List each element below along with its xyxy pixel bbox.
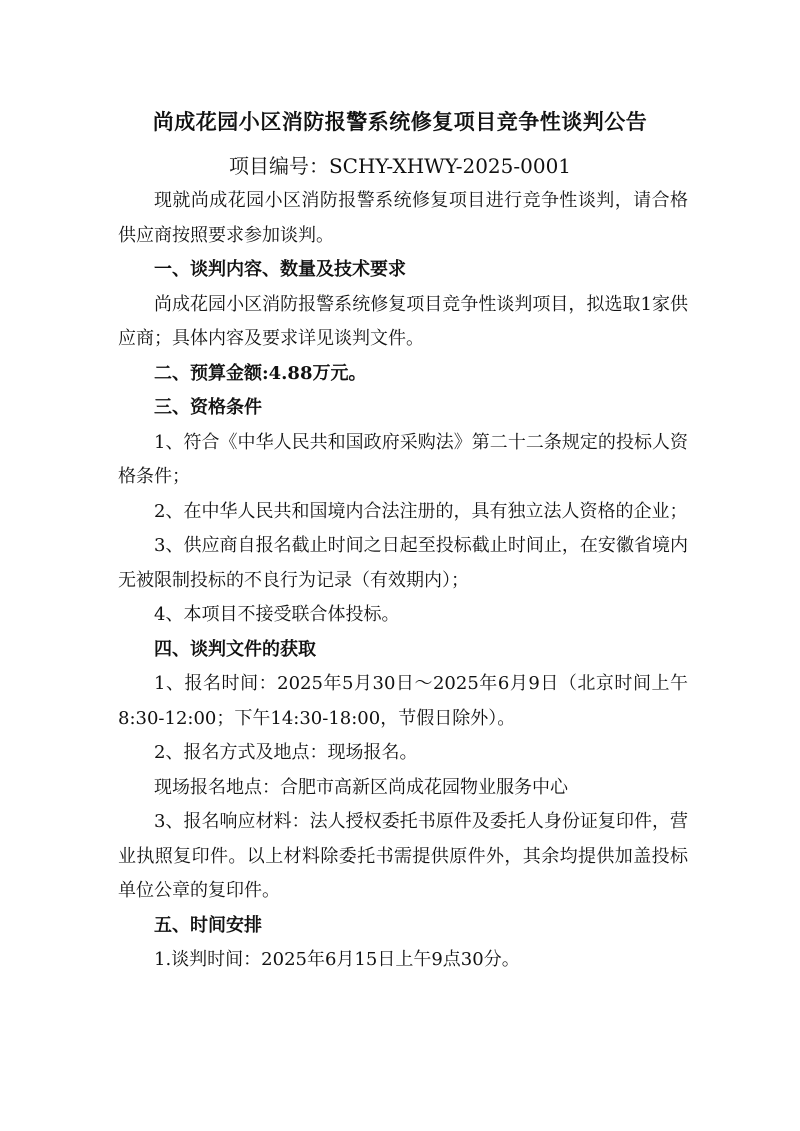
- content-paragraph: 尚成花园小区消防报警系统修复项目竞争性谈判项目，拟选取1家供应商；具体内容及要求详见谈判文件。: [118, 293, 688, 349]
- registration-materials: 3、报名响应材料：法人授权委托书原件及委托人身份证复印件，营业执照复印件。以上材料除委托书需提供原件外，其余均提供加盖投标单位公章的复印件。: [118, 811, 688, 901]
- qualification-item-1: 1、符合《中华人民共和国政府采购法》第二十二条规定的投标人资格条件；: [118, 431, 688, 487]
- section-heading-obtain-documents: 四、谈判文件的获取: [154, 638, 316, 660]
- registration-method: 2、报名方式及地点：现场报名。: [154, 742, 418, 763]
- qualification-item-4: 4、本项目不接受联合体投标。: [154, 604, 400, 625]
- intro-paragraph: 现就尚成花园小区消防报警系统修复项目进行竞争性谈判，请合格供应商按照要求参加谈判。: [118, 190, 688, 246]
- section-heading-schedule: 五、时间安排: [154, 914, 262, 936]
- negotiation-time: 1.谈判时间：2025年6月15日上午9点30分。: [154, 949, 520, 970]
- registration-location: 现场报名地点：合肥市高新区尚成花园物业服务中心: [154, 776, 568, 798]
- section-heading-content: 一、谈判内容、数量及技术要求: [154, 259, 406, 280]
- project-number: 项目编号：SCHY-XHWY-2025-0001: [228, 154, 572, 178]
- section-heading-budget: 二、预算金额:4.88万元。: [154, 362, 367, 384]
- document-body: [118, 184, 688, 978]
- document-title: 尚成花园小区消防报警系统修复项目竞争性谈判公告: [152, 109, 648, 134]
- qualification-item-3: 3、供应商自报名截止时间之日起至投标截止时间止，在安徽省境内无被限制投标的不良行为记录（有效期内）；: [118, 535, 688, 591]
- registration-time: 1、报名时间：2025年5月30日～2025年6月9日（北京时间上午8:30-12:00；下午14:30-18:00，节假日除外）。: [118, 673, 688, 729]
- section-heading-qualification: 三、资格条件: [154, 397, 262, 418]
- qualification-item-2: 2、在中华人民共和国境内合法注册的，具有独立法人资格的企业；: [154, 500, 688, 522]
